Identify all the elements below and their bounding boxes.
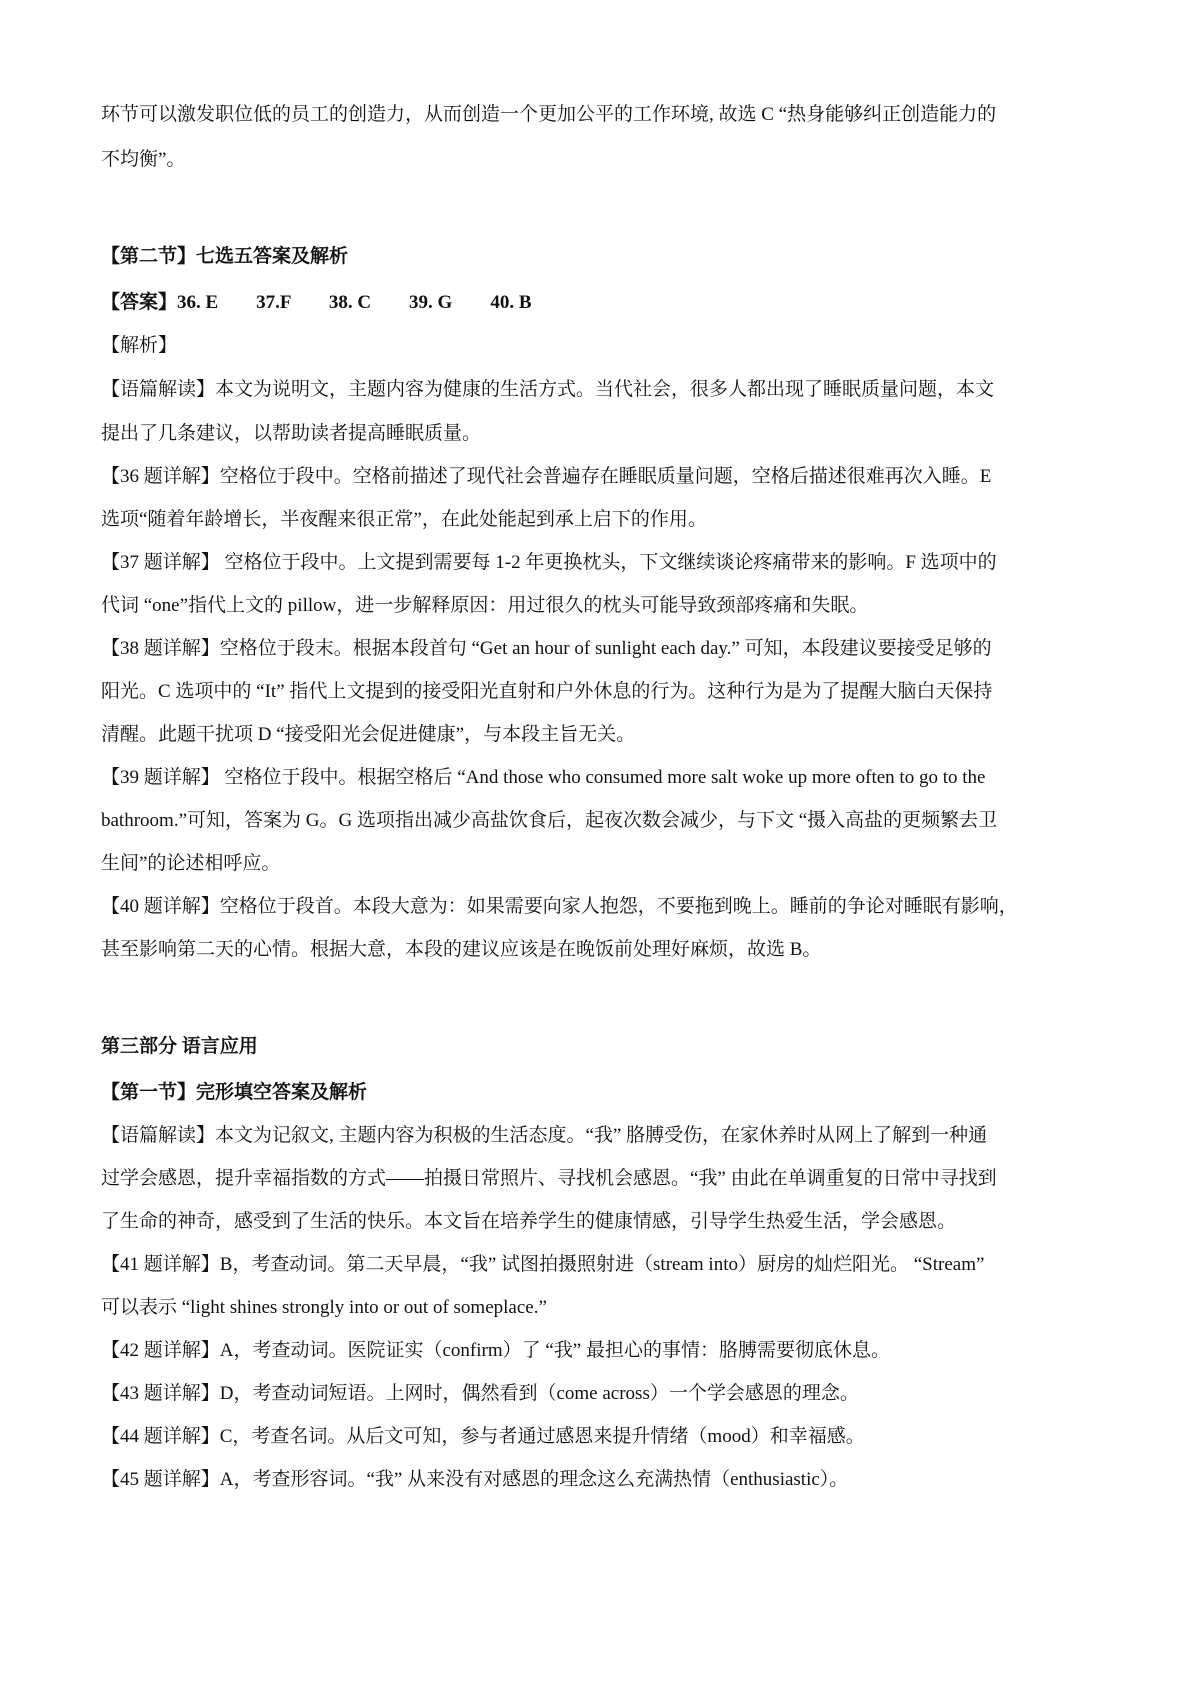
text-line: 【37 题详解】 空格位于段中。上文提到需要每 1-2 年更换枕头，下文继续谈论疼痛带来的影响。F 选项中的	[101, 552, 997, 573]
text-line: 选项“随着年龄增长，半夜醒来很正常”，在此处能起到承上启下的作用。	[101, 509, 707, 530]
analysis-label: 【解析】	[101, 335, 178, 356]
part-heading-language-use: 第三部分 语言应用	[101, 1036, 258, 1057]
text-line: 代词 “one”指代上文的 pillow，进一步解释原因：用过很久的枕头可能导致颈部疼痛和失眠。	[101, 595, 869, 616]
text-line: 不均衡”。	[101, 149, 186, 170]
text-line: 【39 题详解】 空格位于段中。根据空格后 “And those who consumed more salt woke up more often to go to the	[101, 767, 986, 788]
text-line: 【40 题详解】空格位于段首。本段大意为：如果需要向家人抱怨，不要拖到晚上。睡前的争论对睡眠有影响，	[101, 896, 1018, 917]
text-line: 过学会感恩，提升幸福指数的方式——拍摄日常照片、寻找机会感恩。“我” 由此在单调重复的日常中寻找到	[101, 1168, 997, 1189]
text-line: 【43 题详解】D，考查动词短语。上网时，偶然看到（come across）一个学会感恩的理念。	[101, 1383, 859, 1404]
text-line: 【语篇解读】本文为说明文，主题内容为健康的生活方式。当代社会，很多人都出现了睡眠质量问题，本文	[101, 379, 995, 400]
text-line: 【38 题详解】空格位于段末。根据本段首句 “Get an hour of sunlight each day.” 可知，本段建议要接受足够的	[101, 638, 992, 659]
text-line: 【45 题详解】A，考查形容词。“我” 从来没有对感恩的理念这么充满热情（enthusiastic）。	[101, 1469, 849, 1490]
text-line: 了生命的神奇，感受到了生活的快乐。本文旨在培养学生的健康情感，引导学生热爱生活，学会感恩。	[101, 1211, 957, 1232]
text-line: 阳光。C 选项中的 “It” 指代上文提到的接受阳光直射和户外休息的行为。这种行为是为了提醒大脑白天保持	[101, 681, 993, 702]
text-line: 【36 题详解】空格位于段中。空格前描述了现代社会普遍存在睡眠质量问题，空格后描述很难再次入睡。E	[101, 466, 992, 487]
section-heading-cloze: 【第一节】完形填空答案及解析	[101, 1082, 368, 1103]
section-heading-qixuanwu: 【第二节】七选五答案及解析	[101, 246, 349, 267]
text-line: 可以表示 “light shines strongly into or out of someplace.”	[101, 1297, 547, 1318]
text-line: 【41 题详解】B，考查动词。第二天早晨，“我” 试图拍摄照射进（stream into）厨房的灿烂阳光。 “Stream”	[101, 1254, 985, 1275]
text-line: 清醒。此题干扰项 D “接受阳光会促进健康”，与本段主旨无关。	[101, 724, 636, 745]
text-line: 【语篇解读】本文为记叙文, 主题内容为积极的生活态度。“我” 胳膊受伤，在家休养时从网上了解到一种通	[101, 1125, 988, 1146]
text-line: 【42 题详解】A，考查动词。医院证实（confirm）了 “我” 最担心的事情：胳膊需要彻底休息。	[101, 1340, 890, 1361]
text-line: 生间”的论述相呼应。	[101, 853, 281, 874]
text-line: 提出了几条建议，以帮助读者提高睡眠质量。	[101, 423, 482, 444]
text-line: 环节可以激发职位低的员工的创造力，从而创造一个更加公平的工作环境, 故选 C “热身能够纠正创造能力的	[101, 104, 997, 125]
answer-key: 【答案】36. E 37.F 38. C 39. G 40. B	[101, 292, 532, 313]
text-line: 【44 题详解】C，考查名词。从后文可知，参与者通过感恩来提升情绪（mood）和幸福感。	[101, 1426, 865, 1447]
text-line: bathroom.”可知，答案为 G。G 选项指出减少高盐饮食后，起夜次数会减少，与下文 “摄入高盐的更频繁去卫	[101, 810, 998, 831]
text-line: 甚至影响第二天的心情。根据大意，本段的建议应该是在晚饭前处理好麻烦，故选 B。	[101, 939, 822, 960]
